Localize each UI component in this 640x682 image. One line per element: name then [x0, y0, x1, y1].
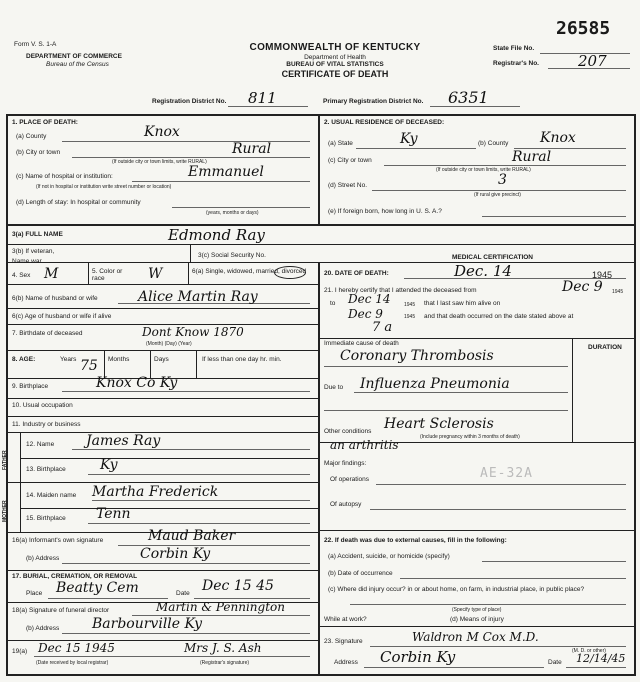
residence-street-value: 3: [498, 172, 507, 188]
md-note: (M. D. or other): [572, 648, 606, 654]
to-value: Dec 14: [348, 292, 391, 306]
marital-label: 6(a) Single, widowed, married, divorced: [192, 268, 307, 275]
death-institution-note: (If not in hospital or institution write street number or location): [36, 184, 172, 190]
medical-heading: MEDICAL CERTIFICATION: [452, 254, 534, 261]
autopsy-label: Of autopsy: [330, 501, 362, 508]
department-label: DEPARTMENT OF COMMERCE: [26, 53, 122, 60]
residence-state-value: Ky: [400, 131, 418, 147]
burial-label: 17. BURIAL, CREMATION, OR REMOVAL: [12, 573, 138, 580]
mother-side-label: MOTHER: [2, 500, 8, 522]
to-year: 1945: [404, 302, 416, 308]
mother-birthplace-label: 15. Birthplace: [26, 515, 66, 522]
date-of-death-year: 1945: [592, 270, 613, 280]
mother-name-value: Martha Frederick: [92, 484, 219, 500]
death-institution-value: Emmanuel: [188, 164, 264, 180]
place-of-death-heading: 1. PLACE OF DEATH:: [12, 119, 78, 126]
mother-name-label: 14. Maiden name: [26, 492, 77, 499]
death-county-value: Knox: [144, 124, 180, 140]
external-causes-label: 22. If death was due to external causes, fill in the following:: [324, 537, 507, 544]
informant-address-value: Corbin Ky: [140, 546, 211, 562]
registrar-date-value: Dec 15 1945: [38, 641, 115, 655]
to-label: to: [330, 300, 336, 307]
other-conditions-value-2: an arthritis: [330, 438, 399, 452]
operations-label: Of operations: [330, 476, 370, 483]
certify-text: 21. I hereby certify that I attended the deceased from: [324, 287, 477, 294]
burial-place-value: Beatty Cem: [56, 580, 139, 596]
residence-street-note: (If rural give precinct): [474, 192, 521, 198]
registrar-signature-note: (Registrar's signature): [200, 660, 250, 666]
birthplace-value: Knox Co Ky: [96, 375, 178, 391]
state-heading: COMMONWEALTH OF KENTUCKY: [249, 42, 421, 53]
sex-value: M: [44, 266, 59, 282]
date-of-death-label: 20. DATE OF DEATH:: [324, 270, 389, 277]
residence-county-label: (b) County: [478, 140, 509, 147]
last-saw-text: that I last saw him alive on: [424, 300, 501, 307]
immediate-cause-label: Immediate cause of death: [324, 340, 399, 347]
full-name-value: Edmond Ray: [168, 226, 265, 244]
burial-place-label: Place: [26, 590, 43, 597]
means-label: (d) Means of injury: [450, 616, 504, 623]
form-number: Form V. S. 1-A: [14, 41, 57, 48]
burial-date-label: Date: [176, 590, 190, 597]
where-label: (c) Where did injury occur? in or about home, on farm, in industrial place, in public place?: [328, 586, 585, 593]
full-name-label: 3(a) FULL NAME: [12, 231, 63, 238]
clerk-stamp: AE-32A: [480, 466, 533, 481]
residence-foreign-label: (e) If foreign born, how long in U. S. A.?: [328, 208, 442, 215]
accident-label: (a) Accident, suicide, or homicide (specify): [328, 553, 450, 560]
undertaker-label: 18(a) Signature of funeral director: [12, 607, 110, 614]
father-name-value: James Ray: [86, 433, 161, 449]
sex-label: 4. Sex: [12, 272, 31, 279]
certify-from-value: Dec 9: [562, 279, 603, 295]
age-lessday-label: If less than one day hr. min.: [202, 356, 282, 363]
burial-date-value: Dec 15 45: [202, 578, 274, 594]
pregnancy-note: (Include pregnancy within 3 months of death): [420, 434, 520, 440]
physician-date-label: Date: [548, 659, 562, 666]
informant-value: Maud Baker: [148, 528, 236, 544]
last-saw-value: Dec 9: [348, 307, 383, 321]
father-side-label: FATHER: [2, 450, 8, 470]
primary-district-value: 6351: [448, 88, 489, 107]
state-file-label: State File No.: [493, 45, 535, 52]
registration-district-label: Registration District No.: [152, 98, 227, 105]
mother-birthplace-value: Tenn: [96, 506, 131, 522]
bureau-census-label: Bureau of the Census: [46, 61, 109, 68]
death-city-note: (If outside city or town limits, write RURAL): [112, 159, 207, 165]
other-conditions-value: Heart Sclerosis: [384, 416, 494, 432]
age-years-label: Years: [60, 356, 77, 363]
due-to-value: Influenza Pneumonia: [360, 376, 510, 392]
major-findings-label: Major findings:: [324, 460, 367, 467]
death-county-label: (a) County: [16, 133, 47, 140]
informant-address-label: (b) Address: [26, 555, 60, 562]
physician-address-label: Address: [334, 659, 358, 666]
age-months-label: Months: [108, 356, 130, 363]
immediate-cause-value: Coronary Thrombosis: [340, 348, 494, 364]
residence-heading: 2. USUAL RESIDENCE OF DECEASED:: [324, 119, 445, 126]
occupation-label: 10. Usual occupation: [12, 402, 73, 409]
undertaker-value: Martin & Pennington: [156, 600, 285, 614]
time-of-death-value: 7 a: [372, 320, 393, 335]
residence-city-note: (If outside city or town limits, write RURAL): [436, 167, 531, 173]
residence-county-value: Knox: [540, 130, 576, 146]
primary-district-label: Primary Registration District No.: [323, 98, 424, 105]
residence-city-label: (c) City or town: [328, 157, 372, 164]
certificate-number: 26585: [556, 18, 611, 39]
ssn-label: 3(c) Social Security No.: [198, 252, 266, 259]
age-days-label: Days: [154, 356, 169, 363]
birthdate-label: 7. Birthdate of deceased: [12, 330, 83, 337]
war-label: Name war: [12, 258, 42, 265]
occurrence-label: (b) Date of occurrence: [328, 570, 393, 577]
type-of-place-note: (Specify type of place): [452, 607, 502, 613]
spouse-age-label: 6(c) Age of husband or wife if alive: [12, 313, 112, 320]
birthplace-label: 9. Birthplace: [12, 383, 49, 390]
registrar-date-note: (Date received by local registrar): [36, 660, 109, 666]
industry-label: 11. Industry or business: [12, 421, 81, 428]
registrar-no-value: 207: [578, 52, 607, 70]
spouse-label: 6(b) Name of husband or wife: [12, 295, 98, 302]
age-label: 8. AGE:: [12, 356, 36, 363]
father-birthplace-label: 13. Birthplace: [26, 466, 66, 473]
last-saw-year: 1945: [404, 314, 416, 320]
at-work-label: While at work?: [324, 616, 367, 623]
physician-address-value: Corbin Ky: [380, 648, 456, 666]
age-years-value: 75: [80, 358, 98, 374]
spouse-value: Alice Martin Ray: [138, 289, 258, 305]
physician-signature-value: Waldron M Cox M.D.: [412, 630, 539, 644]
marital-circle: [274, 266, 306, 279]
certificate-title: CERTIFICATE OF DEATH: [281, 69, 389, 79]
race-value: W: [148, 266, 163, 282]
department-health-label: Department of Health: [304, 54, 366, 61]
death-occurred-text: and that death occurred on the date stated above at: [424, 313, 574, 320]
duration-label: DURATION: [588, 344, 622, 351]
informant-label: 16(a) Informant's own signature: [12, 537, 104, 544]
father-birthplace-value: Ky: [100, 457, 118, 473]
registrar-no-label: Registrar's No.: [493, 60, 539, 67]
undertaker-address-value: Barbourville Ky: [92, 616, 202, 632]
date-of-death-value: Dec. 14: [454, 262, 512, 280]
signature-label: 23. Signature: [324, 638, 363, 645]
father-name-label: 12. Name: [26, 441, 55, 448]
birthdate-value: Dont Know 1870: [142, 325, 244, 339]
residence-street-label: (d) Street No.: [328, 182, 368, 189]
death-stay-label: (d) Length of stay: In hospital or community: [16, 199, 141, 206]
undertaker-address-label: (b) Address: [26, 625, 60, 632]
death-institution-label: (c) Name of hospital or institution:: [16, 173, 113, 180]
death-city-label: (b) City or town: [16, 149, 61, 156]
registrar-signature-value: Mrs J. S. Ash: [184, 641, 262, 655]
registration-district-value: 811: [248, 89, 277, 107]
other-conditions-label: Other conditions: [324, 428, 372, 435]
death-stay-note: (years, months or days): [206, 210, 259, 216]
residence-city-value: Rural: [512, 149, 552, 165]
race-label: 5. Color or race: [92, 268, 123, 282]
veteran-label: 3(b) If veteran,: [12, 248, 55, 255]
due-to-label: Due to: [324, 384, 344, 391]
registrar-date-label: 19(a): [12, 648, 28, 655]
residence-state-label: (a) State: [328, 140, 353, 147]
bureau-vital-label: BUREAU OF VITAL STATISTICS: [286, 61, 384, 68]
certify-from-year: 1945: [612, 289, 624, 295]
death-city-value: Rural: [232, 141, 272, 157]
physician-date-value: 12/14/45: [576, 652, 626, 665]
birthdate-note: (Month) (Day) (Year): [146, 341, 192, 347]
